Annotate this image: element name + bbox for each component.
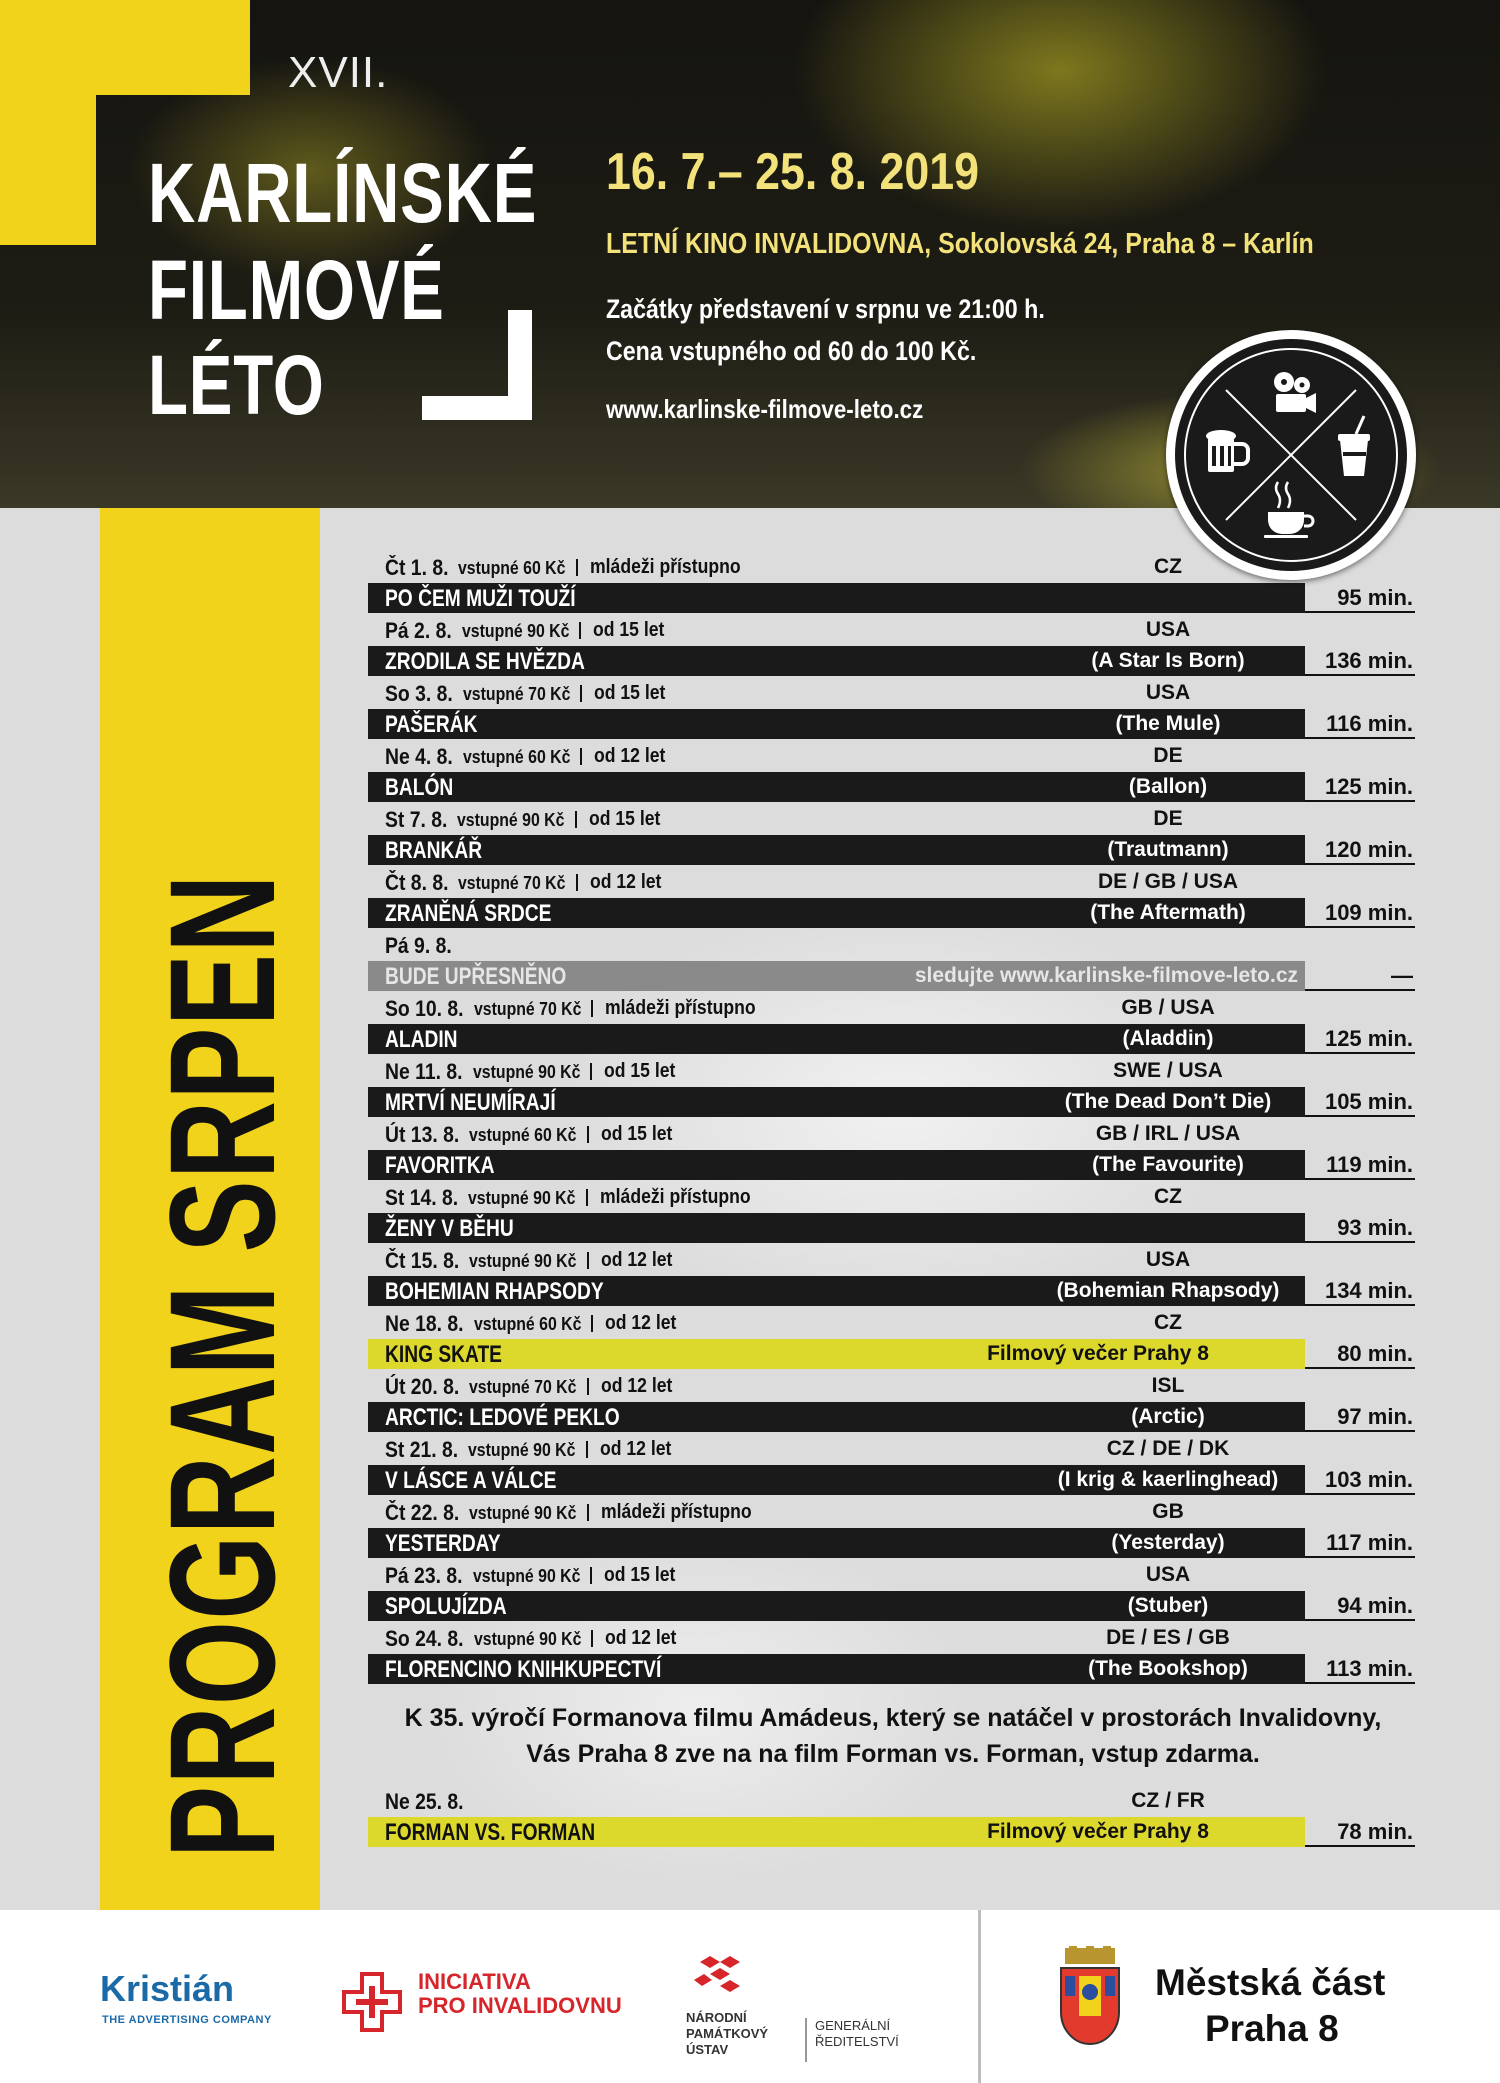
npu-line: NÁRODNÍ	[686, 2010, 747, 2025]
production-country: USA	[1145, 618, 1191, 641]
npu-sub-line: GENERÁLNÍ	[815, 2018, 891, 2033]
ticket-price: vstupné 90 Kč	[472, 1566, 580, 1586]
film-title-bar	[368, 1465, 1305, 1495]
screening-date: So 24. 8.	[385, 1626, 464, 1651]
original-title: (I krig & kaerlinghead)	[1057, 1468, 1279, 1491]
original-title: (The Dead Don’t Die)	[1064, 1090, 1272, 1113]
film-title-bar	[368, 583, 1305, 613]
film-length: 113 min.	[1305, 1654, 1415, 1684]
info-separator	[591, 1630, 593, 1647]
info-separator	[580, 685, 582, 702]
film-length: 116 min.	[1305, 709, 1415, 739]
film-title: FAVORITKA	[385, 1152, 495, 1179]
corner-bracket-decoration	[422, 396, 532, 420]
screening-info-line	[385, 744, 1395, 772]
age-rating: od 12 let	[594, 745, 666, 767]
film-length: 97 min.	[1305, 1402, 1415, 1432]
film-title: KING SKATE	[385, 1341, 502, 1368]
screening-info-line	[385, 1626, 1395, 1654]
film-title: SPOLUJÍZDA	[385, 1593, 507, 1620]
film-title-bar	[368, 1817, 1305, 1847]
screening-info-line	[385, 1789, 1395, 1817]
production-country: CZ	[1154, 1311, 1182, 1334]
district-name: Městská část	[1155, 1962, 1386, 2003]
ticket-price: vstupné 60 Kč	[462, 747, 571, 767]
info-separator	[587, 1504, 589, 1521]
film-title: ARCTIC: LEDOVÉ PEKLO	[385, 1404, 620, 1431]
ticket-price: vstupné 90 Kč	[457, 810, 565, 830]
film-length: 120 min.	[1305, 835, 1415, 865]
ticket-price: vstupné 90 Kč	[469, 1503, 577, 1523]
original-title: (The Aftermath)	[1090, 901, 1246, 924]
production-country: CZ	[1154, 1185, 1182, 1208]
npu-subtitle	[815, 2018, 899, 2050]
original-title: (Aladdin)	[1122, 1027, 1214, 1050]
screening-entry	[368, 993, 1418, 1056]
screening-info-line	[385, 807, 1395, 835]
screening-entry	[368, 1497, 1418, 1560]
original-title: (Ballon)	[1128, 775, 1208, 798]
screening-date: So 10. 8.	[385, 996, 464, 1021]
original-title: (A Star Is Born)	[1091, 649, 1245, 672]
age-rating: od 15 let	[594, 682, 666, 704]
screening-entry	[368, 678, 1418, 741]
film-title: V LÁSCE A VÁLCE	[385, 1467, 557, 1494]
production-country: GB / IRL / USA	[1095, 1122, 1241, 1145]
age-rating: mládeži přístupno	[604, 997, 756, 1019]
screening-date: Út 20. 8.	[385, 1374, 460, 1399]
info-separator	[576, 874, 578, 891]
ticket-price: vstupné 90 Kč	[473, 1629, 581, 1649]
film-length: 134 min.	[1305, 1276, 1415, 1306]
screening-entry	[368, 804, 1418, 867]
ticket-price: vstupné 60 Kč	[473, 1314, 581, 1334]
screening-info-line	[385, 1122, 1395, 1150]
production-country: SWE / USA	[1113, 1059, 1223, 1082]
badge-graphic	[1166, 330, 1416, 580]
film-title-bar	[368, 898, 1305, 928]
screening-entry	[368, 1434, 1418, 1497]
info-separator	[586, 1189, 588, 1206]
edition-number: XVII.	[288, 48, 389, 97]
screening-info-line	[385, 1311, 1395, 1339]
info-separator	[579, 622, 581, 639]
info-separator	[580, 748, 582, 765]
age-rating: od 12 let	[600, 1375, 673, 1397]
info-separator	[576, 559, 578, 576]
program-section	[0, 508, 1500, 1910]
production-country: DE	[1153, 807, 1183, 830]
original-title: (The Mule)	[1115, 712, 1221, 735]
screening-info-line	[385, 681, 1395, 709]
festival-title-line: LÉTO	[148, 338, 325, 432]
screening-date: Čt 1. 8.	[385, 555, 449, 580]
film-title-bar	[368, 1528, 1305, 1558]
film-title-bar	[368, 1213, 1305, 1243]
ticket-price: vstupné 70 Kč	[458, 873, 566, 893]
film-title: BALÓN	[385, 774, 454, 801]
film-length: 117 min.	[1305, 1528, 1415, 1558]
film-length: 125 min.	[1305, 772, 1415, 802]
film-title-bar	[368, 709, 1305, 739]
price-info: Cena vstupného od 60 do 100 Kč.	[606, 336, 977, 366]
age-rating: mládeži přístupno	[589, 556, 741, 578]
screening-date: Út 13. 8.	[385, 1122, 460, 1147]
screening-date: Ne 4. 8.	[385, 744, 453, 769]
ticket-price: vstupné 70 Kč	[462, 684, 571, 704]
film-title-bar	[368, 961, 1305, 991]
film-title-bar	[368, 1402, 1305, 1432]
production-country: USA	[1145, 1563, 1191, 1586]
yellow-corner-decoration	[0, 0, 96, 245]
screening-entry	[368, 867, 1418, 930]
original-title: (Trautmann)	[1107, 838, 1229, 861]
screening-date: Pá 9. 8.	[385, 933, 452, 958]
festival-dates: 16. 7.– 25. 8. 2019	[606, 143, 979, 201]
screening-date: Pá 23. 8.	[385, 1563, 463, 1588]
ticket-price: vstupné 90 Kč	[472, 1062, 580, 1082]
praha-8-crest-icon	[1055, 1946, 1125, 2050]
screening-date: Čt 15. 8.	[385, 1248, 460, 1273]
original-title: (The Favourite)	[1092, 1153, 1244, 1176]
program-side-label-text: PROGRAM SRPEN	[138, 873, 306, 1858]
screening-info-line	[385, 1563, 1395, 1591]
schedule-list	[368, 552, 1418, 1686]
ticket-price: vstupné 60 Kč	[458, 558, 566, 578]
screening-info-line	[385, 1059, 1395, 1087]
festival-title-line: KARLÍNSKÉ	[148, 146, 538, 240]
film-length: 119 min.	[1305, 1150, 1415, 1180]
screening-date: Ne 11. 8.	[385, 1059, 463, 1084]
npu-line: PAMÁTKOVÝ	[686, 2026, 769, 2041]
production-country: DE / ES / GB	[1106, 1626, 1230, 1649]
film-title: ZRODILA SE HVĚZDA	[385, 648, 585, 675]
original-title: sledujte www.karlinske-filmove-leto.cz	[914, 964, 1298, 987]
film-title-bar	[368, 1150, 1305, 1180]
ticket-price: vstupné 90 Kč	[461, 621, 570, 641]
info-separator	[586, 1441, 588, 1458]
film-title-bar	[368, 1654, 1305, 1684]
screening-entry	[368, 1182, 1418, 1245]
film-length: 94 min.	[1305, 1591, 1415, 1621]
note-line: Vás Praha 8 zve na na film Forman vs. Forman, vstup zdarma.	[526, 1740, 1260, 1768]
film-title: BRANKÁŘ	[385, 837, 483, 864]
npu-divider	[805, 2018, 807, 2062]
film-length: 109 min.	[1305, 898, 1415, 928]
cinema-badge	[1166, 330, 1416, 580]
invalidovna-cross-icon	[340, 1970, 404, 2034]
ticket-price: vstupné 90 Kč	[469, 1251, 577, 1271]
screening-info-line	[385, 870, 1395, 898]
production-country: USA	[1145, 1248, 1191, 1271]
original-title: (Arctic)	[1131, 1405, 1205, 1428]
production-country: DE	[1153, 744, 1183, 767]
age-rating: od 12 let	[589, 871, 662, 893]
festival-title-line: FILMOVÉ	[148, 243, 445, 337]
original-title: (The Bookshop)	[1088, 1657, 1248, 1680]
film-title: ŽENY V BĚHU	[385, 1215, 514, 1242]
screening-entry	[368, 741, 1418, 804]
invalidovna-logo-text	[418, 1970, 622, 2018]
footer-divider	[978, 1910, 981, 2083]
ticket-price: vstupné 90 Kč	[468, 1188, 576, 1208]
film-length: 136 min.	[1305, 646, 1415, 676]
age-rating: od 15 let	[588, 808, 661, 830]
screening-info-line	[385, 1248, 1395, 1276]
ticket-price: vstupné 60 Kč	[469, 1125, 577, 1145]
film-title-bar	[368, 835, 1305, 865]
screening-info-line	[385, 1374, 1395, 1402]
film-title-bar	[368, 1087, 1305, 1117]
age-rating: od 15 let	[600, 1123, 673, 1145]
film-title-bar	[368, 646, 1305, 676]
film-title-bar	[368, 1276, 1305, 1306]
kristian-tagline: THE ADVERTISING COMPANY	[102, 2014, 272, 2026]
screening-date: St 14. 8.	[385, 1185, 459, 1210]
original-title: (Bohemian Rhapsody)	[1056, 1279, 1280, 1302]
screening-entry	[368, 1056, 1418, 1119]
film-title: YESTERDAY	[385, 1530, 501, 1557]
age-rating: mládeži přístupno	[600, 1501, 752, 1523]
film-title: BUDE UPŘESNĚNO	[385, 963, 567, 990]
invalidovna-line: INICIATIVA	[418, 1969, 531, 1994]
film-length: 103 min.	[1305, 1465, 1415, 1495]
screening-entry	[368, 930, 1418, 993]
film-title: FORMAN VS. FORMAN	[385, 1819, 596, 1846]
film-length: 105 min.	[1305, 1087, 1415, 1117]
age-rating: od 12 let	[600, 1249, 673, 1271]
film-title: PAŠERÁK	[385, 711, 478, 738]
screening-info-line	[385, 1437, 1395, 1465]
screening-date: Čt 22. 8.	[385, 1500, 460, 1525]
original-title: Filmový večer Prahy 8	[987, 1820, 1209, 1843]
info-separator	[587, 1252, 589, 1269]
production-country: CZ / FR	[1131, 1789, 1205, 1812]
program-side-label	[138, 558, 306, 1858]
film-title-bar	[368, 1591, 1305, 1621]
original-title: (Yesterday)	[1111, 1531, 1225, 1554]
screening-entry	[368, 1371, 1418, 1434]
sponsors-footer	[0, 1910, 1500, 2083]
invalidovna-line: PRO INVALIDOVNU	[418, 1993, 622, 2018]
screening-date: Ne 18. 8.	[385, 1311, 464, 1336]
screening-info-line	[385, 996, 1395, 1024]
production-country: GB / USA	[1121, 996, 1215, 1019]
website-link[interactable]: www.karlinske-filmove-leto.cz	[606, 394, 924, 424]
info-separator	[590, 1567, 592, 1584]
screening-entry	[368, 1560, 1418, 1623]
production-country: ISL	[1151, 1374, 1185, 1397]
screening-date: So 3. 8.	[385, 681, 453, 706]
ticket-price: vstupné 70 Kč	[473, 999, 581, 1019]
screening-entry	[368, 1786, 1418, 1849]
film-title: MRTVÍ NEUMÍRAJÍ	[385, 1089, 556, 1116]
production-country: USA	[1145, 681, 1191, 704]
age-rating: od 12 let	[599, 1438, 671, 1460]
npu-logo-icon	[690, 1952, 750, 2002]
film-title: ZRANĚNÁ SRDCE	[385, 900, 552, 927]
film-title-bar	[368, 1024, 1305, 1054]
production-country: CZ / DE / DK	[1106, 1437, 1230, 1460]
screening-date: Pá 2. 8.	[385, 618, 452, 643]
film-length: 93 min.	[1305, 1213, 1415, 1243]
film-length: 78 min.	[1305, 1817, 1415, 1847]
info-separator	[591, 1315, 593, 1332]
age-rating: od 12 let	[604, 1312, 677, 1334]
film-length: —	[1305, 961, 1415, 991]
kristian-logo-text: Kristián	[100, 1968, 235, 2009]
screening-info-line	[385, 618, 1395, 646]
info-separator	[575, 811, 577, 828]
film-title: FLORENCINO KNIHKUPECTVÍ	[385, 1656, 662, 1683]
screening-entry	[368, 1623, 1418, 1686]
film-length: 125 min.	[1305, 1024, 1415, 1054]
film-title: ALADIN	[385, 1026, 458, 1053]
screening-date: Čt 8. 8.	[385, 870, 449, 895]
film-length: 95 min.	[1305, 583, 1415, 613]
ticket-price: vstupné 70 Kč	[469, 1377, 577, 1397]
screening-date: St 21. 8.	[385, 1437, 459, 1462]
age-rating: od 15 let	[593, 619, 665, 641]
special-screening-entry	[368, 1786, 1418, 1849]
production-country: DE / GB / USA	[1097, 870, 1239, 893]
npu-logo-text	[686, 2010, 768, 2058]
note-line: K 35. výročí Formanova filmu Amádeus, který se natáčel v prostorách Invalidovny,	[404, 1704, 1382, 1732]
original-title: (Stuber)	[1127, 1594, 1209, 1617]
screening-date: St 7. 8.	[385, 807, 448, 832]
district-name: Praha 8	[1205, 2008, 1339, 2049]
info-separator	[587, 1378, 589, 1395]
film-title: PO ČEM MUŽI TOUŽÍ	[385, 585, 576, 612]
start-time-info: Začátky představení v srpnu ve 21:00 h.	[606, 294, 1045, 324]
screening-entry	[368, 1119, 1418, 1182]
screening-entry	[368, 1308, 1418, 1371]
ticket-price: vstupné 90 Kč	[468, 1440, 576, 1460]
production-country: GB	[1152, 1500, 1184, 1523]
age-rating: od 15 let	[603, 1564, 676, 1586]
film-title-bar	[368, 772, 1305, 802]
info-separator	[591, 1000, 593, 1017]
npu-sub-line: ŘEDITELSTVÍ	[815, 2034, 899, 2049]
screening-info-line	[385, 1500, 1395, 1528]
screening-entry	[368, 615, 1418, 678]
age-rating: od 15 let	[603, 1060, 676, 1082]
npu-line: ÚSTAV	[686, 2042, 729, 2057]
special-screening-note	[368, 1700, 1418, 1772]
film-title: BOHEMIAN RHAPSODY	[385, 1278, 604, 1305]
screening-date: Ne 25. 8.	[385, 1789, 464, 1814]
age-rating: mládeži přístupno	[599, 1186, 751, 1208]
original-title: Filmový večer Prahy 8	[987, 1342, 1209, 1365]
venue-address: LETNÍ KINO INVALIDOVNA, Sokolovská 24, Praha 8 – Karlín	[606, 228, 1314, 260]
screening-info-line	[385, 1185, 1395, 1213]
screening-entry	[368, 1245, 1418, 1308]
film-title-bar	[368, 1339, 1305, 1369]
production-country: CZ	[1154, 555, 1182, 578]
info-separator	[587, 1126, 589, 1143]
screening-info-line	[385, 933, 1395, 961]
film-length: 80 min.	[1305, 1339, 1415, 1369]
info-separator	[590, 1063, 592, 1080]
age-rating: od 12 let	[604, 1627, 677, 1649]
